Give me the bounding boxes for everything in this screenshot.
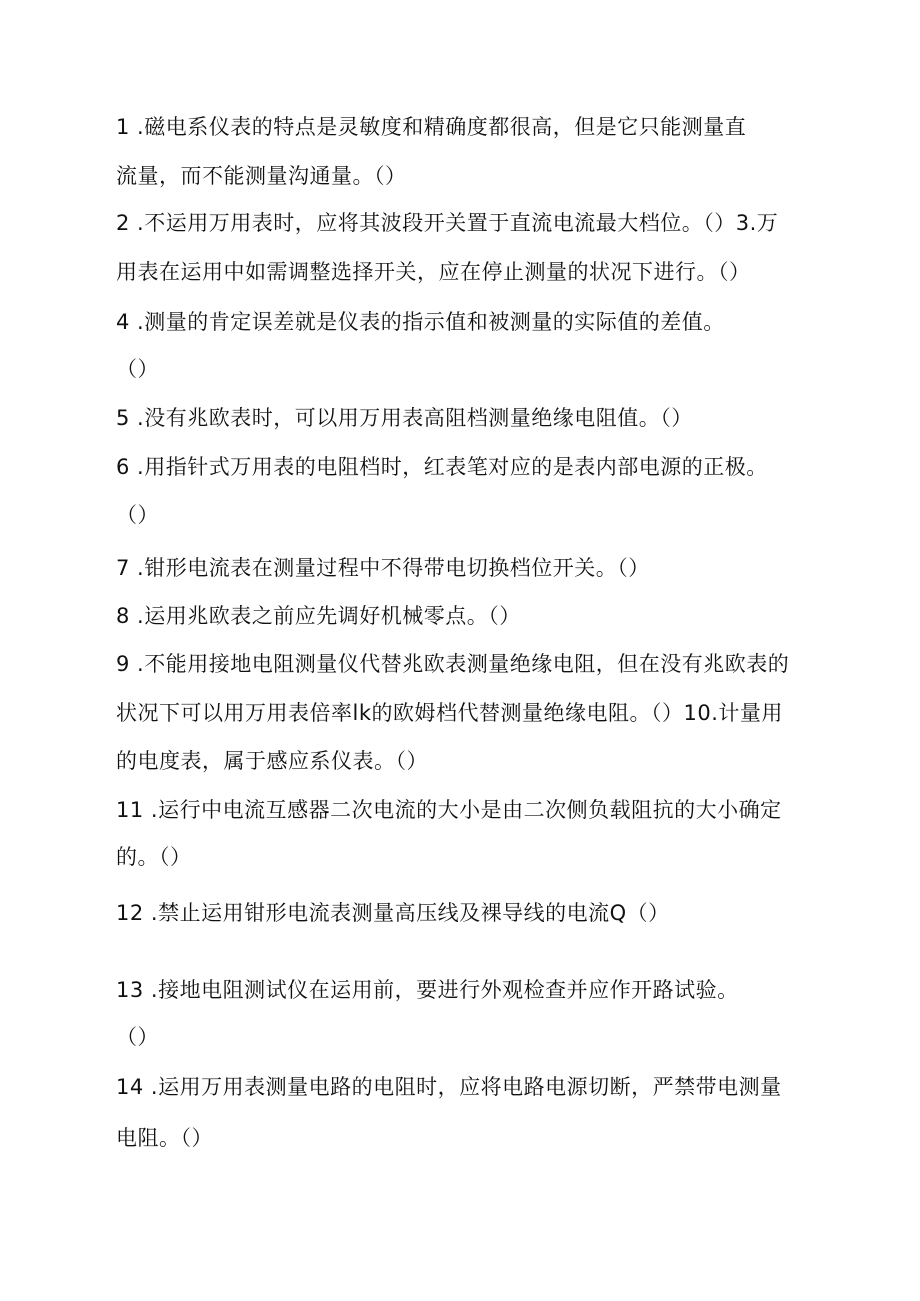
text-line-11: 8 .运用兆欧表之前应先调好机械零点。（） (116, 604, 521, 628)
text-line-5: 4 .测量的肯定误差就是仪表的指示值和被测量的实际值的差值。 (116, 310, 725, 334)
text-line-3: 2 .不运用万用表时，应将其波段开关置于直流电流最大档位。（）3.万 (116, 211, 779, 235)
text-line-2: 流量，而不能测量沟通量。（） (116, 164, 407, 188)
text-line-20: 14 .运用万用表测量电路的电阻时，应将电路电源切断，严禁带电测量 (116, 1075, 782, 1099)
text-line-9: （） (116, 503, 159, 527)
text-line-4: 用表在运用中如需调整选择开关，应在停止测量的状况下进行。（） (116, 260, 751, 284)
text-line-6: （） (116, 357, 159, 381)
text-line-15: 11 .运行中电流互感器二次电流的大小是由二次侧负载阻抗的大小确定 (116, 798, 782, 822)
text-line-8: 6 .用指针式万用表的电阻档时，红表笔对应的是表内部电源的正极。 (116, 455, 768, 479)
text-line-12: 9 .不能用接地电阻测量仪代替兆欧表测量绝缘电阻，但在没有兆欧表的 (116, 652, 790, 676)
text-line-7: 5 .没有兆欧表时，可以用万用表高阻档测量绝缘电阻值。（） (116, 406, 693, 430)
text-line-14: 的电度表，属于感应系仪表。（） (116, 749, 428, 773)
text-line-21: 电阻。（） (116, 1126, 213, 1150)
text-line-17: 12 .禁止运用钳形电流表测量高压线及裸导线的电流Q（） (116, 901, 670, 925)
text-line-1: 1 .磁电系仪表的特点是灵敏度和精确度都很高，但是它只能测量直 (116, 115, 747, 139)
text-line-19: （） (116, 1025, 159, 1049)
text-line-16: 的。（） (116, 845, 192, 869)
text-line-10: 7 .钳形电流表在测量过程中不得带电切换档位开关。（） (116, 556, 650, 580)
text-line-18: 13 .接地电阻测试仪在运用前，要进行外观检查并应作开路试验。 (116, 978, 739, 1002)
text-line-13: 状况下可以用万用表倍率lk的欧姆档代替测量绝缘电阻。（）10.计量用 (116, 701, 783, 725)
